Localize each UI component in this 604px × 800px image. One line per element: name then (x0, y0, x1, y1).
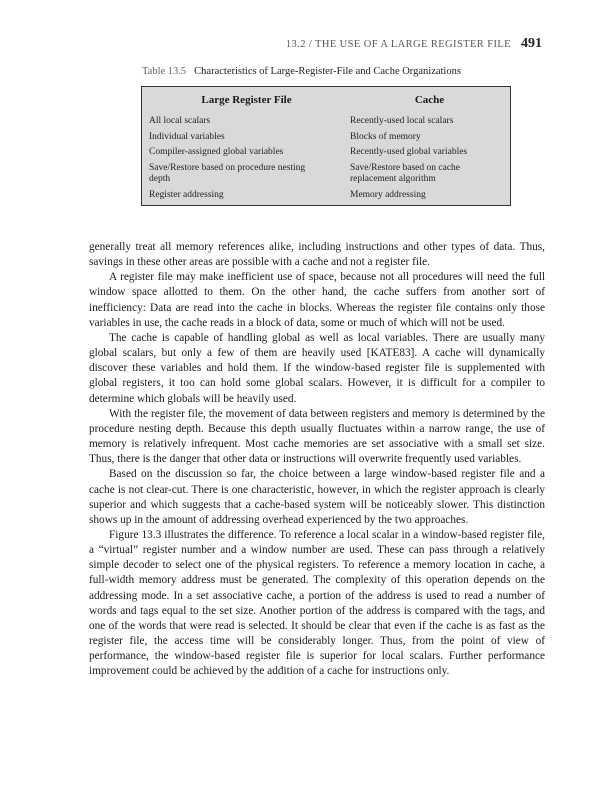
running-head (286, 36, 542, 52)
table-caption (142, 66, 461, 77)
paragraph: Figure 13.3 illustrates the difference. To reference a local scalar in a window-based register file, a “virtual” register number and a window number are used. These can pass through a relatively simple decoder to select one of the physical registers. To reference a memory location in cache, a full-width memory address must be generated. The complexity of this operation depends on the addressing mode. In a set associative cache, a portion of the address is used to read a number of words and tags equal to the set size. Another portion of the address is compared with the tags, and one of the words that were read is selected. It should be clear that even if the cache is as fast as the register file, the access time will be considerably longer. Thus, from the point of view of performance, the window-based register file is superior for local scalars. Further performance improvement could be achieved by the addition of a cache for instructions only. (89, 528, 545, 678)
paragraph: The cache is capable of handling global as well as local variables. There are usually many global scalars, but only a few of them are heavily used [KATE83]. A cache will dynamically discover these variables and hold them. If the window-based register file is supplemented with global registers, it too can hold some global scalars. However, it is difficult for a compiler to determine which globals will be heavily used. (89, 331, 545, 405)
table-number: Table 13.5 (142, 66, 187, 77)
table-cell: Recently-used global variables (350, 147, 468, 157)
header-register-file: Large Register File (201, 94, 292, 106)
table-cell: Save/Restore based on procedure nesting depth (149, 162, 306, 184)
header-cache: Cache (414, 94, 445, 106)
table-row (142, 116, 510, 128)
paragraph: generally treat all memory references alike, including instructions and other types of data. Thus, savings in these other areas are possible with a cache and not a register file. (89, 241, 545, 269)
table-row (142, 163, 510, 186)
table-title: Characteristics of Large-Register-File and Cache Organizations (194, 66, 461, 77)
table-row (142, 147, 510, 159)
table-cell: Save/Restore based on cache replacement algorithm (350, 162, 460, 184)
table-row (142, 132, 510, 144)
table-row (142, 190, 510, 202)
paragraph: With the register file, the movement of data between registers and memory is determined by the procedure nesting depth. Because this depth usually fluctuates within a narrow range, the use of memory is relatively infrequent. Most cache memories are set associative with a small set size. Thus, there is the danger that other data or instructions will overwrite frequently used variables. (89, 407, 545, 466)
table-cell: Compiler-assigned global variables (149, 147, 284, 157)
table-header-row (142, 94, 510, 106)
section-title: 13.2 / THE USE OF A LARGE REGISTER FILE (285, 39, 511, 50)
page-number: 491 (521, 36, 542, 51)
table-cell: Memory addressing (350, 189, 426, 200)
comparison-table (141, 86, 511, 206)
paragraph: Based on the discussion so far, the choice between a large window-based register file and a cache is not clear-cut. There is one characteristic, however, in which the register approach is clearly superior and which suggests that a cache-based system will be noticeably slower. This distinction shows up in the amount of addressing overhead experienced by the two approaches. (89, 468, 545, 526)
table-cell: Recently-used local scalars (350, 116, 454, 126)
table-cell: Blocks of memory (350, 131, 421, 142)
table-cell: All local scalars (149, 116, 211, 126)
body-text (89, 240, 545, 680)
table-cell: Individual variables (149, 131, 225, 142)
paragraph: A register file may make inefficient use of space, because not all procedures will need the full window space allotted to them. On the other hand, the cache suffers from another sort of inefficiency: Data are read into the cache in blocks. Whereas the register file contains only those variables in use, the cache reads in a block of data, some or much of which will not be used. (89, 271, 545, 329)
table-cell: Register addressing (149, 189, 224, 200)
